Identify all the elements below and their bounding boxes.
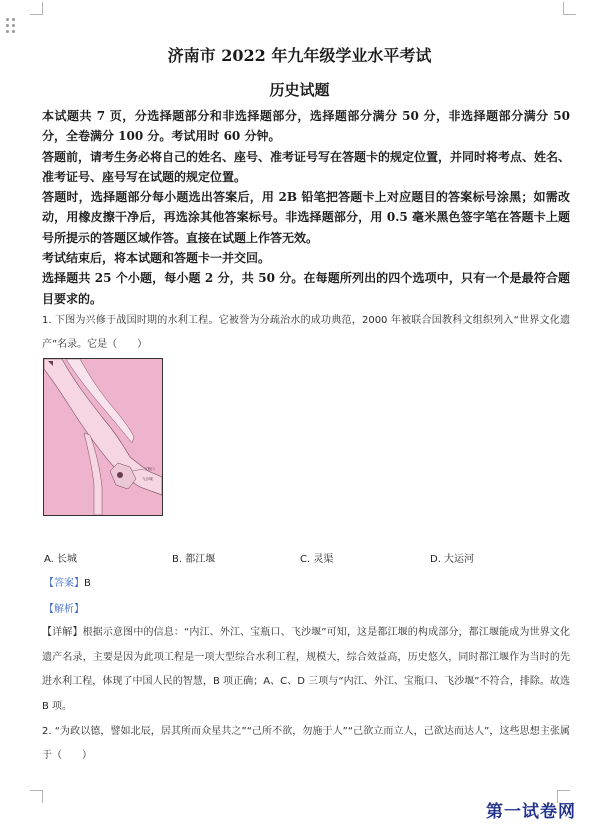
option-a: A. 长城 [44, 554, 78, 565]
instruction-paragraph: 答题前，请考生务必将自己的姓名、座号、准考证号写在答题卡的规定位置，并同时将考点、姓名、准考证号、座号写在试题的规定位置。 [42, 149, 571, 184]
instruction-paragraph: 选择题共 25 个小题，每小题 2 分，共 50 分。在每题所列出的四个选项中，只有一个是最符合题目要求的。 [42, 271, 570, 306]
crop-mark-top-right [563, 2, 576, 15]
instruction-paragraph: 本试题共 7 页，分选择题部分和非选择题部分，选择题部分满分 50 分，非选择题部分满分 50 分，全卷满分 100 分。考试用时 60 分钟。 [42, 109, 570, 144]
map-label-bottle-neck: 宝瓶口 [144, 467, 155, 471]
dujiangyan-map [43, 358, 163, 516]
answer-explanation: 【详解】根据示意图中的信息：“内江、外江、宝瓶口、飞沙堰”可知，这是都江堰的构成部分，都江堰能成为世界文化遗产名录，主要是因为此项工程是一项大型综合水利工程，规模大，综合效益高，历史悠久，同时都江堰作为当时的先进水利工程，体现了中国人民的智慧，B 项正确；A、C、D 三项与“内江、外江、宝瓶口、飞沙堰”不符合，排除。故选 B 项。 [42, 627, 570, 712]
question-2-stem: 2. “为政以德，譬如北辰，居其所而众星共之”“己所不欲，勿施于人”“己欲立而立人，己欲达而达人”，这些思想主张属于（ ） [42, 726, 570, 761]
instruction-paragraph: 答题时，选择题部分每小题选出答案后，用 2B 铅笔把答题卡上对应题目的答案标号涂黑；如需改动，用橡皮擦干净后，再选涂其他答案标号。非选择题部分，用 0.5 毫米黑色签字笔在答题卡上题号所提示的答题区域作答。直接在试题上作答无效。 [42, 190, 570, 245]
exam-subtitle: 历史试题 [269, 81, 330, 99]
answer-label: 答案 [54, 578, 74, 589]
drag-handle-icon[interactable] [6, 18, 16, 34]
analysis-line: 【解析】 [44, 604, 84, 615]
exam-title: 济南市 2022 年九年级学业水平考试 [167, 46, 432, 65]
map-label-sand-weir: 飞沙堰 [142, 477, 153, 481]
option-c: C. 灵渠 [300, 554, 334, 565]
instruction-paragraph: 考试结束后，将本试题和答题卡一并交回。 [42, 251, 271, 266]
instructions [42, 106, 570, 309]
site-watermark: 第一试卷网 [486, 802, 576, 822]
analysis-label: 解析 [54, 604, 74, 615]
answer-line: 【答案】B [44, 578, 91, 589]
option-d: D. 大运河 [430, 554, 475, 565]
option-b: B. 都江堰 [172, 554, 216, 565]
question-1-stem: 1. 下图为兴修于战国时期的水利工程。它被誉为分疏治水的成功典范，2000 年被联合国教科文组织列入“世界文化遗产”名录。它是（ ） [42, 315, 570, 350]
answer-value: B [84, 578, 91, 589]
crop-mark-bottom-left [30, 790, 43, 803]
crop-mark-top-left [30, 2, 43, 15]
